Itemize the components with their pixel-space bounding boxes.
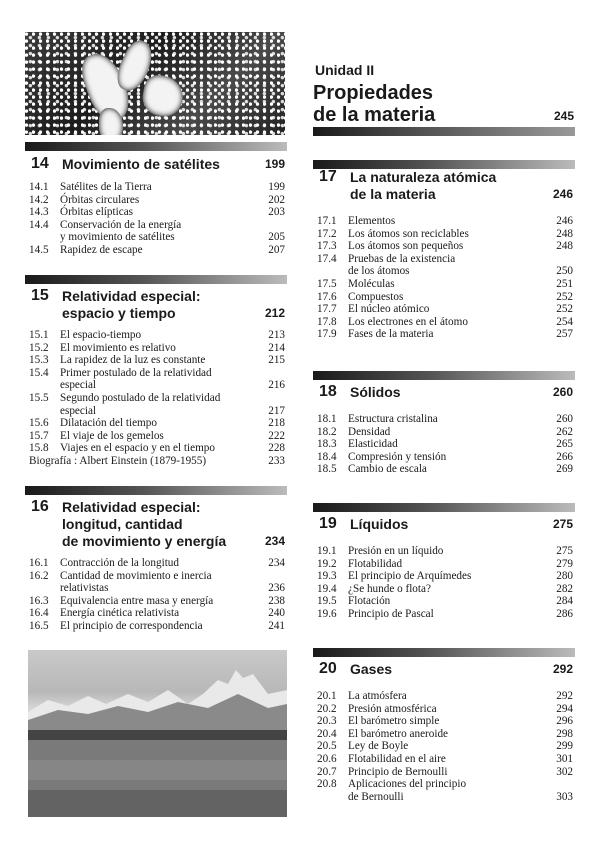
toc-entry[interactable] (25, 557, 287, 570)
entry-number: 14.3 (29, 206, 49, 219)
toc-entry[interactable] (25, 181, 287, 194)
entry-number: 14.2 (29, 193, 49, 206)
entry-number: 17.7 (317, 303, 337, 316)
toc-entry[interactable] (25, 620, 287, 633)
entry-number: 16.3 (29, 594, 49, 607)
toc-entry[interactable] (313, 728, 575, 741)
toc-entry[interactable] (313, 278, 575, 291)
entry-title (25, 219, 287, 244)
entry-page: 257 (556, 328, 573, 341)
chapter-title-line: de movimiento y energía (62, 533, 227, 549)
toc-entry[interactable] (25, 442, 287, 455)
entry-number: 14.1 (29, 181, 49, 193)
entry-title: Presión en un líquido (348, 545, 444, 557)
entry-title (25, 570, 287, 595)
entry-page: 252 (556, 303, 573, 316)
entry-title: Rapidez de escape (60, 243, 143, 256)
entry-title: Principio de Bernoulli (348, 765, 448, 778)
toc-entry[interactable] (313, 570, 575, 583)
toc-entry[interactable] (313, 715, 575, 728)
entry-number: 15.4 (29, 366, 49, 379)
toc-entry[interactable] (313, 426, 575, 439)
chapter-number: 16 (31, 498, 49, 515)
entry-page: 286 (556, 607, 573, 620)
toc-entry[interactable] (25, 595, 287, 608)
entry-number: 17.3 (317, 240, 337, 253)
toc-entry-biography[interactable] (25, 455, 287, 468)
entry-number: 17.8 (317, 315, 337, 328)
toc-entry[interactable] (25, 570, 287, 595)
chapter-title-line: longitud, cantidad (62, 516, 183, 532)
toc-entry[interactable] (313, 291, 575, 304)
chapter-page: 292 (552, 662, 573, 676)
toc-entry[interactable] (313, 413, 575, 426)
entry-page: 252 (556, 290, 573, 303)
entry-title: Estructura cristalina (348, 413, 438, 425)
entry-number: 19.2 (317, 557, 337, 570)
toc-entry[interactable] (313, 438, 575, 451)
entry-page: 236 (268, 582, 285, 595)
entry-title: El espacio-tiempo (60, 329, 142, 341)
chapter-title-line: Líquidos (350, 516, 409, 532)
entry-title: Los átomos son pequeños (348, 240, 464, 253)
entry-title: Biografía : Albert Einstein (1879-1955) (29, 454, 207, 467)
toc-entry[interactable] (25, 607, 287, 620)
entry-title: Flotabilidad (348, 557, 403, 570)
entry-page: 254 (556, 315, 573, 328)
chapter-14-entries (25, 181, 287, 257)
entry-title: Flotación (348, 595, 391, 608)
entry-number: 17.2 (317, 227, 337, 240)
entry-page: 303 (556, 790, 573, 803)
toc-entry[interactable] (25, 392, 287, 417)
toc-entry[interactable] (25, 430, 287, 443)
toc-entry[interactable] (313, 545, 575, 558)
entry-page: 282 (556, 582, 573, 595)
toc-entry[interactable] (25, 367, 287, 392)
entry-title: Moléculas (348, 277, 395, 290)
entry-page: 251 (556, 277, 573, 290)
entry-number: 17.9 (317, 328, 337, 341)
entry-page: 299 (556, 740, 573, 753)
entry-number: 18.5 (317, 463, 337, 476)
entry-number: 20.7 (317, 765, 337, 778)
entry-title: Ley de Boyle (348, 740, 409, 753)
toc-entry[interactable] (25, 206, 287, 219)
entry-title: Dilatación del tiempo (60, 417, 157, 430)
toc-entry[interactable] (313, 228, 575, 241)
entry-number: 17.4 (317, 252, 337, 265)
entry-page: 248 (556, 240, 573, 253)
chapter-title (62, 499, 226, 550)
toc-entry[interactable] (313, 215, 575, 228)
unit-title-line2: de la materia (313, 104, 436, 126)
entry-number: 19.6 (317, 607, 337, 620)
chapter-title-line: La naturaleza atómica (350, 169, 497, 185)
chapter-title-line: Movimiento de satélites (62, 156, 220, 172)
entry-title: Contracción de la longitud (60, 557, 179, 569)
entry-title: Viajes en el espacio y en el tiempo (60, 442, 215, 455)
entry-page: 302 (556, 765, 573, 778)
toc-entry[interactable] (313, 583, 575, 596)
entry-number: 18.2 (317, 425, 337, 438)
chapter-page: 260 (552, 385, 573, 399)
entry-number: 19.5 (317, 595, 337, 608)
entry-page: 215 (268, 354, 285, 367)
chapter-20-entries (313, 690, 575, 803)
unit-rule (313, 127, 575, 136)
entry-number: 16.5 (29, 619, 49, 632)
chapter-18-entries (313, 413, 575, 476)
entry-title: Presión atmosférica (348, 702, 437, 715)
entry-title: ¿Se hunde o flota? (348, 582, 431, 595)
unit-title-line1: Propiedades (313, 82, 434, 104)
entry-page: 292 (556, 690, 573, 702)
entry-title (25, 367, 287, 392)
chapter-title-line: Relatividad especial: (62, 499, 201, 515)
unit-label: Unidad II (315, 62, 375, 78)
chapter-15 (25, 287, 287, 477)
entry-number: 20.3 (317, 715, 337, 728)
chapter-title (350, 384, 401, 401)
entry-number: 17.1 (317, 215, 337, 227)
entry-number: 14.5 (29, 243, 49, 256)
toc-entry[interactable] (313, 253, 575, 278)
entry-number: 18.4 (317, 450, 337, 463)
entry-title-line: Conservación de la energía (60, 218, 182, 231)
chapter-title (62, 288, 201, 322)
toc-entry[interactable] (313, 778, 575, 803)
entry-page: 294 (556, 702, 573, 715)
chapter-number: 20 (319, 660, 337, 677)
entry-title-line: Pruebas de la existencia (348, 252, 456, 265)
entry-number: 14.4 (29, 218, 49, 231)
entry-number: 18.3 (317, 438, 337, 451)
entry-title: El movimiento es relativo (60, 341, 176, 354)
toc-entry[interactable] (313, 303, 575, 316)
entry-number: 20.6 (317, 752, 337, 765)
chapter-title-line: de la materia (350, 186, 436, 202)
chapter-20-rule (313, 648, 575, 657)
entry-number: 20.1 (317, 690, 337, 702)
entry-page: 216 (268, 379, 285, 392)
entry-title-line: y movimiento de satélites (60, 231, 175, 244)
entry-number: 17.6 (317, 290, 337, 303)
entry-page: 246 (556, 215, 573, 227)
mountain-landscape-photo (28, 650, 287, 817)
entry-page: 266 (556, 450, 573, 463)
entry-page: 234 (268, 557, 285, 569)
entry-number: 19.1 (317, 545, 337, 557)
entry-number: 20.5 (317, 740, 337, 753)
entry-number: 16.2 (29, 569, 49, 582)
entry-page: 203 (268, 206, 285, 219)
entry-page: 260 (556, 413, 573, 425)
entry-title: El principio de correspondencia (60, 619, 203, 632)
chapter-page: 199 (264, 157, 285, 171)
entry-title: Los átomos son reciclables (348, 227, 469, 240)
entry-title: El barómetro simple (348, 715, 440, 728)
entry-title: Cambio de escala (348, 463, 427, 476)
chapter-14-rule (25, 142, 287, 151)
entry-number: 20.2 (317, 702, 337, 715)
chapter-number: 18 (319, 383, 337, 400)
entry-number: 15.6 (29, 417, 49, 430)
toc-entry[interactable] (25, 342, 287, 355)
entry-page: 262 (556, 425, 573, 438)
chapter-title-line: Relatividad especial: (62, 288, 201, 304)
entry-page: 248 (556, 227, 573, 240)
chapter-title (350, 661, 392, 678)
chapter-19 (313, 515, 575, 625)
entry-number: 15.8 (29, 442, 49, 455)
entry-title-line: especial (60, 404, 97, 417)
entry-title: Densidad (348, 425, 391, 438)
toc-entry[interactable] (25, 354, 287, 367)
unit-title (313, 82, 553, 126)
toc-entry[interactable] (313, 766, 575, 779)
entry-number: 15.3 (29, 354, 49, 367)
entry-number: 19.4 (317, 582, 337, 595)
chapter-16-rule (25, 486, 287, 495)
entry-page: 213 (268, 329, 285, 341)
entry-page: 238 (268, 594, 285, 607)
entry-page: 280 (556, 570, 573, 583)
entry-title (25, 392, 287, 417)
entry-title (313, 778, 575, 803)
chapter-title (62, 156, 220, 173)
chapter-19-entries (313, 545, 575, 621)
entry-title: El principio de Arquímedes (348, 570, 472, 583)
entry-page: 298 (556, 727, 573, 740)
entry-title-line: Aplicaciones del principio (348, 778, 467, 791)
toc-entry[interactable] (313, 703, 575, 716)
entry-page: 284 (556, 595, 573, 608)
entry-page: 265 (556, 438, 573, 451)
toc-entry[interactable] (313, 595, 575, 608)
chapter-number: 14 (31, 155, 49, 172)
entry-title: Los electrones en el átomo (348, 315, 468, 328)
entry-title: La atmósfera (348, 690, 407, 702)
chapter-page: 212 (264, 306, 285, 320)
entry-number: 20.4 (317, 727, 337, 740)
chapter-17-entries (313, 215, 575, 341)
entry-title: Equivalencia entre masa y energía (60, 594, 214, 607)
entry-number: 15.1 (29, 329, 49, 341)
chapter-title-line: Sólidos (350, 384, 401, 400)
entry-title: El núcleo atómico (348, 303, 430, 316)
toc-entry[interactable] (313, 316, 575, 329)
entry-title-line: Cantidad de movimiento e inercia (60, 569, 212, 582)
entry-title: El viaje de los gemelos (60, 429, 164, 442)
entry-number: 18.1 (317, 413, 337, 425)
entry-title: La rapidez de la luz es constante (60, 354, 206, 367)
toc-entry[interactable] (25, 194, 287, 207)
entry-page: 202 (268, 193, 285, 206)
entry-title-line: Segundo postulado de la relatividad (60, 391, 221, 404)
chapter-16-entries (25, 557, 287, 633)
entry-title-line: Primer postulado de la relatividad (60, 366, 212, 379)
entry-number: 15.5 (29, 391, 49, 404)
entry-number: 16.1 (29, 557, 49, 569)
chapter-title (350, 516, 408, 533)
chapter-page: 275 (552, 517, 573, 531)
entry-page: 269 (556, 463, 573, 476)
entry-number: 15.2 (29, 341, 49, 354)
chapter-17 (313, 168, 575, 348)
toc-entry[interactable] (313, 328, 575, 341)
entry-number: 15.7 (29, 429, 49, 442)
chapter-15-rule (25, 275, 287, 284)
microscope-photo (25, 32, 285, 135)
toc-entry[interactable] (313, 240, 575, 253)
entry-page: 296 (556, 715, 573, 728)
entry-page: 217 (268, 404, 285, 417)
chapter-page: 234 (264, 534, 285, 548)
entry-page: 199 (268, 181, 285, 193)
entry-page: 279 (556, 557, 573, 570)
entry-title: Flotabilidad en el aire (348, 752, 446, 765)
toc-entry[interactable] (313, 608, 575, 621)
chapter-14 (25, 155, 287, 265)
entry-page: 207 (268, 243, 285, 256)
toc-entry[interactable] (313, 558, 575, 571)
chapter-title (350, 169, 496, 203)
entry-title: Energía cinética relativista (60, 607, 180, 620)
entry-title: Compuestos (348, 290, 404, 303)
toc-entry[interactable] (313, 740, 575, 753)
entry-title: Principio de Pascal (348, 607, 434, 620)
toc-entry[interactable] (313, 753, 575, 766)
chapter-19-rule (313, 503, 575, 512)
entry-title: Órbitas circulares (60, 193, 140, 206)
toc-entry[interactable] (313, 690, 575, 703)
entry-page: 301 (556, 752, 573, 765)
entry-title: Elementos (348, 215, 396, 227)
entry-page: 250 (556, 265, 573, 278)
entry-title: Satélites de la Tierra (60, 181, 152, 193)
toc-entry[interactable] (25, 244, 287, 257)
entry-number: 19.3 (317, 570, 337, 583)
entry-title-line: relativistas (60, 582, 109, 595)
chapter-title-line: espacio y tiempo (62, 305, 176, 321)
entry-number: 20.8 (317, 778, 337, 791)
toc-entry[interactable] (25, 219, 287, 244)
entry-title: Elasticidad (348, 438, 398, 451)
chapter-number: 17 (319, 168, 337, 185)
entry-title: Compresión y tensión (348, 450, 447, 463)
entry-page: 241 (268, 619, 285, 632)
entry-title-line: de los átomos (348, 265, 410, 278)
entry-title: Fases de la materia (348, 328, 434, 341)
entry-page: 240 (268, 607, 285, 620)
entry-page: 222 (268, 429, 285, 442)
entry-page: 275 (556, 545, 573, 557)
toc-entry[interactable] (25, 417, 287, 430)
entry-page: 218 (268, 417, 285, 430)
entry-page: 233 (268, 454, 285, 467)
entry-page: 205 (268, 231, 285, 244)
entry-page: 228 (268, 442, 285, 455)
chapter-page: 246 (552, 187, 573, 201)
toc-entry[interactable] (313, 451, 575, 464)
unit-page-number: 245 (553, 109, 574, 123)
chapter-15-entries (25, 329, 287, 468)
entry-title: Órbitas elípticas (60, 206, 134, 219)
entry-title-line: especial (60, 379, 97, 392)
chapter-20 (313, 660, 575, 820)
chapter-16 (25, 498, 287, 638)
entry-number: 17.5 (317, 277, 337, 290)
chapter-number: 19 (319, 515, 337, 532)
toc-entry[interactable] (313, 463, 575, 476)
toc-entry[interactable] (25, 329, 287, 342)
entry-page: 214 (268, 341, 285, 354)
entry-title (313, 253, 575, 278)
chapter-18-rule (313, 371, 575, 380)
chapter-18 (313, 383, 575, 483)
chapter-number: 15 (31, 287, 49, 304)
chapter-title-line: Gases (350, 661, 393, 677)
entry-number: 16.4 (29, 607, 49, 620)
entry-title: El barómetro aneroide (348, 727, 449, 740)
entry-title-line: de Bernoulli (348, 790, 404, 803)
